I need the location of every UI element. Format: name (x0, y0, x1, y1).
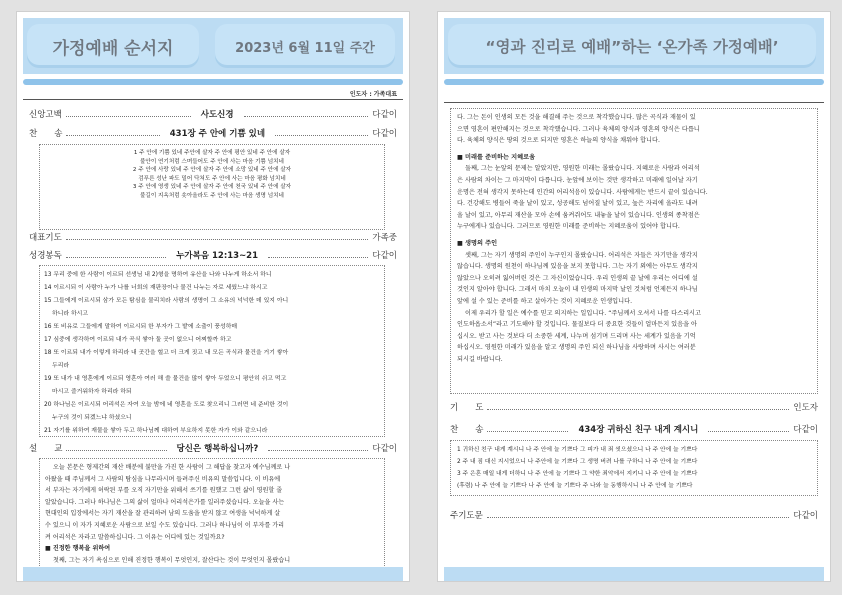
sermon-subheading: ■ 미래를 준비하는 지혜로움 (457, 153, 536, 161)
sermon-by: 다같이 (372, 444, 397, 454)
prayer-row (29, 231, 397, 243)
left-page (16, 11, 410, 582)
dotted-leader (268, 450, 368, 451)
sermon-line: 아왔을 때 주님께서 그 사람의 탐심을 나무라시며 들려주신 비유의 말씀입니다. 이 비유에 (45, 475, 281, 483)
prayer-label: 기 도 (450, 403, 484, 413)
scripture-box (39, 265, 385, 437)
sermon-line: 것인지 알아야 합니다. 그래서 마치 오늘이 내 인생의 마지막 날인 것처럼 언제든지 하나님 (457, 286, 698, 294)
sermon-line: 둘째, 그는 눈앞의 문제는 알았지만, 영원한 미래는 몰랐습니다. 지혜로운 사람과 어리석 (465, 165, 700, 173)
verse-line: 하니라 하시고 (52, 311, 89, 317)
sermon-line: 셋째, 그는 자기 생명의 주인이 누구인지 몰랐습니다. 어리석은 자들은 자기만을 생각지 (465, 251, 698, 259)
dotted-leader (487, 431, 568, 432)
sermon-line: 서 부자는 자기에게 허락된 부를 오직 자기만을 위해서 쓰기를 원했고 그런 삶이 영원할 줄 (45, 487, 283, 495)
sermon-row (29, 442, 397, 454)
sermon-box (39, 458, 385, 578)
sermon-line: 앞에 설 수 있는 준비를 하고 살아가는 것이 지혜로운 인생입니다. (457, 297, 633, 305)
creed-label: 신앙고백 (29, 110, 62, 120)
closing-hymn-row (450, 423, 818, 435)
dotted-leader (268, 257, 368, 258)
sermon-line: 십시오. 받고 사는 것보다 더 소중한 세계, 나누며 섬기며 드리며 사는 세계가 있음을 기억 (457, 332, 696, 340)
sermon-subheading: ■ 생명의 주인 (457, 239, 498, 247)
right-title-pill (448, 24, 816, 68)
hymn-label: 찬 송 (29, 129, 63, 139)
dotted-leader (66, 116, 191, 117)
sermon-line: 운명은 전혀 생각지 못하는데 인간의 어리석음이 있습니다. 사람에게는 반드시 끝이 있습니다. (457, 188, 708, 196)
dotted-leader (66, 135, 159, 136)
verse-line: 18 또 이르되 내가 이렇게 하리라 내 곳간을 헐고 더 크게 짓고 내 모든 곡식과 물건을 거기 쌓아 (44, 350, 289, 356)
lyric-line: 1 귀하신 친구 내게 계시니 나 주 안에 늘 기쁘다 그 피가 내 죄 씻으셨으니 나 주 안에 늘 기쁘다 (457, 447, 698, 453)
lyric-line: 검푸른 성난 파도 밀어 닥쳐도 주 안에 사는 마음 평화 넘치네 (138, 175, 286, 182)
hymn-by: 다같이 (372, 129, 398, 139)
sermon-line: 은 사람의 차이는 그 마지막이 다릅니다. 눈앞에 보이는 것만 생각하고 미래에 일어날 자기 (457, 176, 698, 184)
creed-by: 다같이 (372, 110, 398, 120)
verse-line: 마시고 즐거워하자 하리라 하되 (52, 389, 132, 395)
sermon-line: 이제 우리가 할 일은 예수를 믿고 의지하는 일입니다. “주님께서 오셔서 나를 다스리시고 (465, 309, 702, 317)
week-label: 2023년 6월 11일 주간 (235, 40, 375, 56)
lyric-line: 2 주 안에 사랑 있네 주 안에 살자 주 안에 소망 있네 주 안에 살자 (132, 167, 292, 174)
sermon-line: 인도하옵소서”라고 기도해야 할 것입니다. 물질보다 더 중요한 것들이 얼마든지 있음을 아 (457, 321, 698, 329)
hymn-title: 431장 주 안에 기쁨 있네 (164, 127, 271, 139)
reading-by: 다같이 (372, 251, 397, 261)
hymn-title: 434장 귀하신 친구 내게 계시니 (572, 423, 704, 435)
week-pill (215, 24, 395, 68)
sermon-line: 으면 영혼이 편안해지는 것으로 착각했습니다. 그러나 육체의 양식과 영혼의 양식은 다릅니 (457, 125, 700, 133)
sermon-line: 올 날이 있고, 아무리 재산을 모아 손에 움켜쥐어도 내놓을 날이 있습니다. 인생의 종착점은 (457, 211, 700, 219)
dotted-leader (708, 431, 789, 432)
dotted-leader (244, 116, 369, 117)
left-top-rule (23, 99, 403, 100)
hymn-by: 다같이 (793, 425, 819, 435)
lyric-line: (후렴) 나 주 안에 늘 기쁘다 나 주 안에 늘 기쁘다 주 나와 늘 동행하시니 나 주 안에 늘 기쁘다 (457, 483, 693, 489)
sermon-line: 않았으나 오히려 잃어버린 것은 그 자신이었습니다. 우리 인생의 끝 날에 우리는 어디에 설 (457, 274, 698, 282)
prayer-by: 가족중 (372, 233, 397, 243)
dotted-leader (487, 409, 789, 410)
lords-prayer-by: 다같이 (793, 511, 818, 521)
creed-title: 사도신경 (195, 108, 240, 120)
closing-prayer-row (450, 401, 818, 413)
right-page (437, 11, 831, 582)
verse-line: 21 자기를 위하여 재물을 쌓아 두고 하나님께 대하여 부요하지 못한 자가 이와 같으니라 (44, 428, 268, 434)
verse-line: 19 또 내가 내 영혼에게 이르되 영혼아 여러 해 쓸 물건을 많이 쌓아 두었으니 평안히 쉬고 먹고 (44, 376, 287, 382)
sermon-subheading: ■ 진정한 행복을 위하여 (45, 545, 111, 553)
sermon-label: 설 교 (29, 444, 63, 454)
left-header-band (23, 18, 403, 74)
sermon-continued-box (450, 108, 818, 394)
left-title-pill (27, 24, 199, 68)
sermon-line: 알았습니다. 그러나 하나님은 그의 삶이 얼마나 어리석은가를 일러주셨습니다. 오늘을 사는 (45, 498, 285, 506)
prayer-by: 인도자 (793, 403, 818, 413)
lords-prayer-row (450, 509, 818, 521)
right-footer-band (444, 567, 824, 581)
dotted-leader (66, 257, 166, 258)
sermon-line: 다. 육체의 양식은 땅의 것으로 되지만 영혼은 하늘의 양식을 채워야 합니다. (457, 137, 660, 145)
leader-label: 인도자 : 가족대표 (349, 91, 397, 98)
sermon-line: 오늘 본문은 형제간의 재산 배분에 불만을 가진 한 사람이 그 해답을 찾고자 예수님께로 나 (53, 464, 291, 471)
sermon-line: 수 있으니 이 자가 지혜로운 사람으로 보일 수도 있습니다. 그러나 하나님이 이 부자를 가리 (45, 521, 285, 529)
verse-line: 두리라 (52, 363, 70, 369)
right-top-rule (444, 102, 824, 103)
sermon-line: 않습니다. 생명의 원천이 하나님께 있음을 보지 못합니다. 그는 자기 외에는 아무도 생각지 (457, 263, 698, 271)
reading-ref: 누가복음 12:13~21 (170, 249, 264, 261)
creed-row (29, 108, 397, 120)
sermon-line: 하십시오. 영원한 미래가 있음을 알고 생명의 주인 되신 하나님을 사랑하며 사시는 여러분 (457, 344, 696, 352)
verse-line: 17 심중에 생각하여 이르되 내가 곡식 쌓아 둘 곳이 없으니 어찌할까 하고 (44, 337, 232, 343)
verse-line: 16 또 비유로 그들에게 말하여 이르시되 한 부자가 그 밭에 소출이 풍성하매 (44, 324, 238, 330)
lyric-line: 불안이 연기처럼 스며들어도 주 안에 사는 마음 기쁨 넘치네 (140, 158, 284, 165)
verse-line: 20 하나님은 이르시되 어리석은 자여 오늘 밤에 네 영혼을 도로 찾으리니 그러면 네 준비한 것이 (44, 402, 289, 408)
sermon-line: 다. 그는 돈이 인생의 모든 것을 해결해 주는 것으로 착각했습니다. 많은 곡식과 재물이 있 (457, 114, 696, 121)
sermon-line: 다. 건강해도 병들어 죽을 날이 있고, 성공해도 넘어질 날이 있고, 높은 자리에 올라도 내려 (457, 200, 698, 208)
verse-line: 누구의 것이 되겠느냐 하셨으니 (52, 415, 132, 421)
sermon-line: 첫째, 그는 자기 욕심으로 인해 진정한 행복이 무엇인지, 잘산다는 것이 무엇인지 몰랐습니 (53, 556, 291, 564)
lyric-line: 1 주 안에 기쁨 있네 주안에 살자 주 안에 평안 있네 주 안에 살자 (133, 150, 291, 156)
lyric-line: 3 주 은혼 매일 내게 더하니 나 주 안에 늘 기쁘다 그 약한 죄악에서 지키니 나 주 안에 늘 기쁘다 (457, 471, 698, 477)
sermon-line: 현대인의 입장에서는 자기 재산을 잘 관리하려 남의 도움을 받지 않고 여생을 넉넉하게 살 (45, 510, 281, 518)
lyric-line: 2 주 내 짐 대신 지시었으니 나 주안에 늘 기쁘다 그 생명 버려 나를 구하니 나 주 안에 늘 기쁘다 (457, 459, 698, 465)
hymn-row (29, 127, 397, 139)
hymn-label: 찬 송 (450, 425, 484, 435)
reading-row (29, 249, 397, 261)
lords-prayer-label: 주기도문 (450, 511, 483, 521)
sermon-line: 켜 어리석은 자라고 말씀하십니다. 그 이유는 어디에 있는 것일까요? (45, 533, 225, 541)
right-header-underline (444, 79, 824, 85)
verse-line: 13 무리 중에 한 사람이 이르되 선생님 내 2)형을 명하여 유산을 나와 나누게 하소서 하니 (44, 272, 272, 278)
closing-hymn-lyrics-box (450, 440, 818, 496)
right-header-band (444, 18, 824, 74)
sermon-line: 누구에게나 있습니다. 그러므로 영원한 미래를 준비하는 지혜로움이 있어야 합니다. (457, 223, 680, 231)
reading-label: 성경봉독 (29, 251, 62, 261)
left-header-underline (23, 79, 403, 85)
dotted-leader (275, 135, 368, 136)
dotted-leader (66, 239, 369, 240)
left-footer-band (23, 567, 403, 581)
sermon-line: 되시길 바랍니다. (457, 355, 503, 363)
verse-line: 15 그들에게 이르시되 삼가 모든 탐심을 물리치라 사람의 생명이 그 소유의 넉넉한 데 있지 아니 (44, 298, 289, 304)
lyric-line: 3 주 안에 영생 있네 주 안에 살자 주 안에 천국 있네 주 안에 살자 (132, 184, 292, 191)
lyric-line: 불길이 지옥처럼 솟아올라도 주 안에 사는 마음 생명 넘치네 (140, 192, 284, 199)
dotted-leader (487, 517, 790, 518)
series-title: “영과 진리로 예배”하는 ‘온가족 가정예배’ (485, 38, 779, 56)
sermon-title: 당신은 행복하십니까? (171, 442, 265, 454)
hymn-lyrics-box (39, 144, 385, 230)
prayer-label: 대표기도 (29, 233, 62, 243)
verse-line: 14 이르시되 이 사람아 누가 나를 너희의 재판장이나 물건 나누는 자로 세웠느냐 하시고 (44, 285, 268, 291)
dotted-leader (66, 450, 166, 451)
page-title: 가정예배 순서지 (52, 38, 174, 59)
